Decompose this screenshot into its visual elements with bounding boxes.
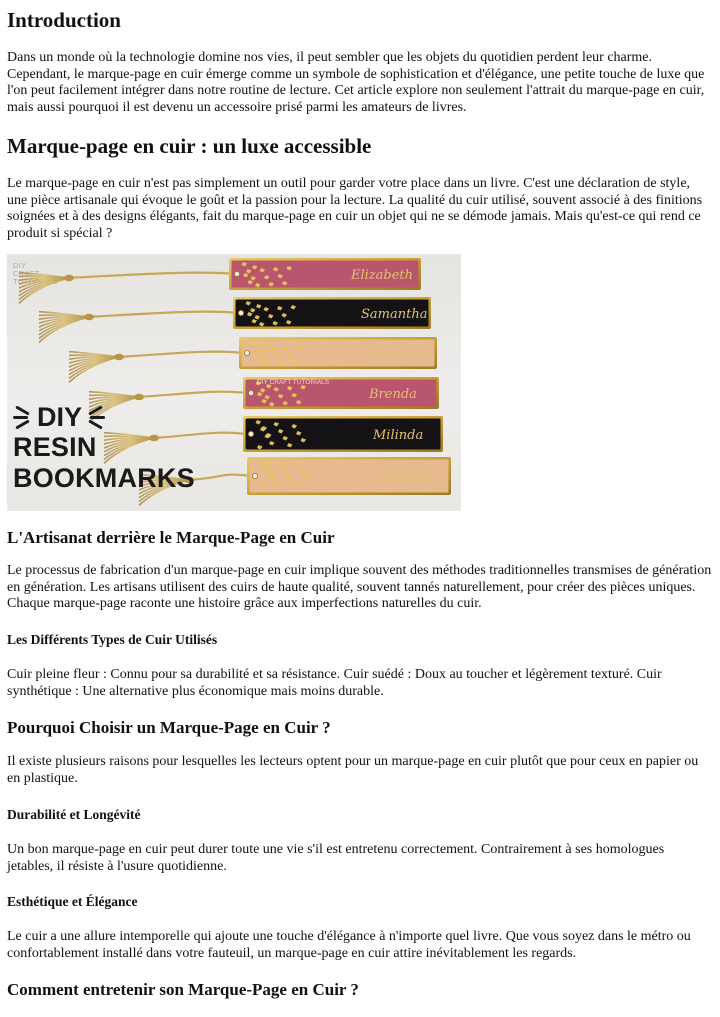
luxe-heading: Marque-page en cuir : un luxe accessible bbox=[7, 134, 372, 158]
why-paragraph: Il existe plusieurs raisons pour lesquelles les lecteurs optent pour un marque-page en cuir plutôt que pour ceux en papier ou en plastique. bbox=[7, 754, 699, 786]
luxe-paragraph: Le marque-page en cuir n'est pas simplement un outil pour garder votre place dans un livre. C'est une déclaration de style, une pièce artisanale qui évoque le goût et la passion pour la lecture. La qualité du cuir utilisé, souvent associé à des finitions soignées et à des designs élégants, fait du marque-page en cuir un objet qui ne se démode jamais. Mais qu'est-ce qui rend ce produit si spécial ? bbox=[7, 176, 703, 241]
caption-resin: RESIN bbox=[13, 432, 97, 462]
center-watermark: DIY CRAFT TUTORIALS bbox=[257, 379, 330, 386]
bookmark-name: Brenda bbox=[369, 387, 417, 402]
why-heading: Pourquoi Choisir un Marque-Page en Cuir ? bbox=[7, 718, 331, 737]
durability-paragraph: Un bon marque-page en cuir peut durer toute une vie s'il est entretenu correctement. Contrairement à ses homologues jetables, il résiste à l'usure quotidienne. bbox=[7, 842, 665, 874]
bookmark-name: Ashley bbox=[381, 470, 425, 485]
caption-bookmarks: BOOKMARKS bbox=[13, 463, 195, 493]
sparkle-left-icon bbox=[13, 404, 33, 430]
image-caption bbox=[13, 402, 195, 494]
durability-heading: Durabilité et Longévité bbox=[7, 807, 141, 822]
craft-heading: L'Artisanat derrière le Marque-Page en Cuir bbox=[7, 528, 335, 547]
bookmark-name: Samantha bbox=[361, 307, 428, 322]
craft-paragraph: Le processus de fabrication d'un marque-page en cuir implique souvent des méthodes traditionnelles transmises de génération en génération. Les artisans utilisent des cuirs de haute qualité, souvent tannés naturellement, pour créer des pièces uniques. Chaque marque-page raconte une histoire grâce aux imperfections naturelles du cuir. bbox=[7, 563, 712, 611]
types-heading: Les Différents Types de Cuir Utilisés bbox=[7, 632, 218, 647]
types-paragraph: Cuir pleine fleur : Connu pour sa durabilité et sa résistance. Cuir suédé : Doux au toucher et légèrement texturé. Cuir synthétique : Une alternative plus économique mais moins durable. bbox=[7, 667, 662, 699]
image-watermark: DIY CRAFT TUTORIALS bbox=[13, 261, 58, 286]
sparkle-right-icon bbox=[86, 404, 106, 430]
intro-paragraph: Dans un monde où la technologie domine nos vies, il peut sembler que les objets du quotidien perdent leur charme. Cependant, le marque-page en cuir émerge comme un symbole de sophistication et d'élégance, une petite touche de luxe que l'on peut facilement intégrer dans notre routine de lecture. Cet article explore non seulement l'attrait du marque-page en cuir, mais aussi pourquoi il est devenu un accessoire prisé parmi les amateurs de livres. bbox=[7, 50, 705, 115]
bookmark-3 bbox=[69, 337, 437, 382]
diy-title bbox=[13, 402, 195, 432]
intro-heading: Introduction bbox=[7, 8, 121, 32]
care-heading: Comment entretenir son Marque-Page en Cuir ? bbox=[7, 980, 359, 999]
aesthetic-paragraph: Le cuir a une allure intemporelle qui ajoute une touche d'élégance à n'importe quel livre. Que vous soyez dans le métro ou confortablement installé dans votre fauteuil, un marque-page en cuir attire inévitablement les regards. bbox=[7, 929, 691, 961]
resin-bookmarks-image bbox=[7, 254, 461, 511]
bookmark-name: Lorraine bbox=[367, 347, 424, 362]
bookmark-name: Elizabeth bbox=[351, 268, 414, 283]
aesthetic-heading: Esthétique et Élégance bbox=[7, 894, 138, 909]
bookmark-name: Milinda bbox=[373, 428, 424, 443]
bookmark-1 bbox=[19, 258, 421, 303]
diy-word: DIY bbox=[37, 402, 83, 432]
bookmark-2 bbox=[39, 297, 431, 342]
